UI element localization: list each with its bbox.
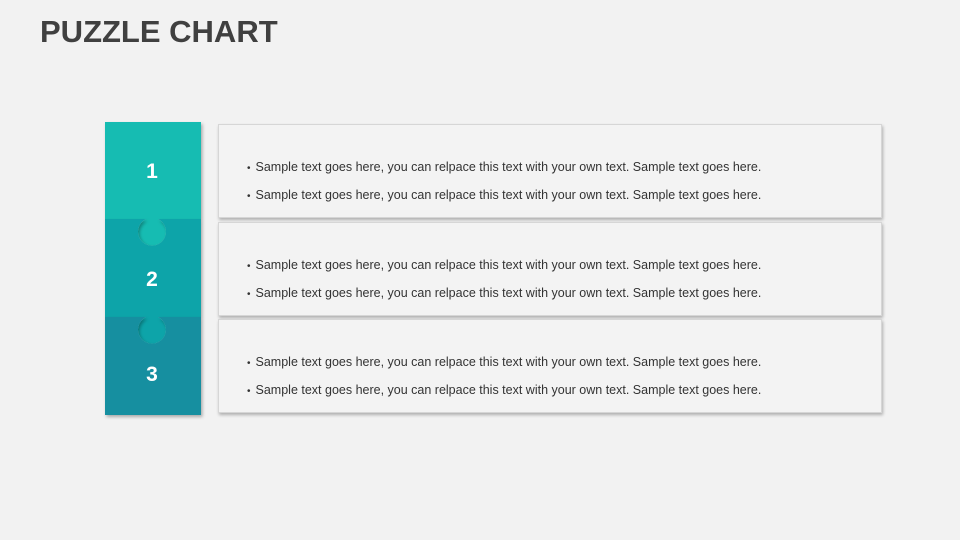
page-title: PUZZLE CHART <box>40 14 278 49</box>
bullet-item: • Sample text goes here, you can relpace this text with your own text. Sample text goes here. <box>247 258 762 272</box>
bullet-item: • Sample text goes here, you can relpace this text with your own text. Sample text goes here. <box>247 355 762 369</box>
puzzle-column <box>100 118 210 420</box>
bullet-item: • Sample text goes here, you can relpace this text with your own text. Sample text goes here. <box>247 160 762 174</box>
puzzle-graphic <box>100 118 210 420</box>
text-box-3 <box>218 319 882 413</box>
text-box-2 <box>218 222 882 316</box>
bullet-item: • Sample text goes here, you can relpace this text with your own text. Sample text goes here. <box>247 383 762 397</box>
puzzle-number-3: 3 <box>146 363 158 386</box>
text-box-1 <box>218 124 882 218</box>
puzzle-number-1: 1 <box>146 160 158 183</box>
bullet-item: • Sample text goes here, you can relpace this text with your own text. Sample text goes here. <box>247 188 762 202</box>
bullet-item: • Sample text goes here, you can relpace this text with your own text. Sample text goes here. <box>247 286 762 300</box>
puzzle-number-2: 2 <box>146 268 158 291</box>
